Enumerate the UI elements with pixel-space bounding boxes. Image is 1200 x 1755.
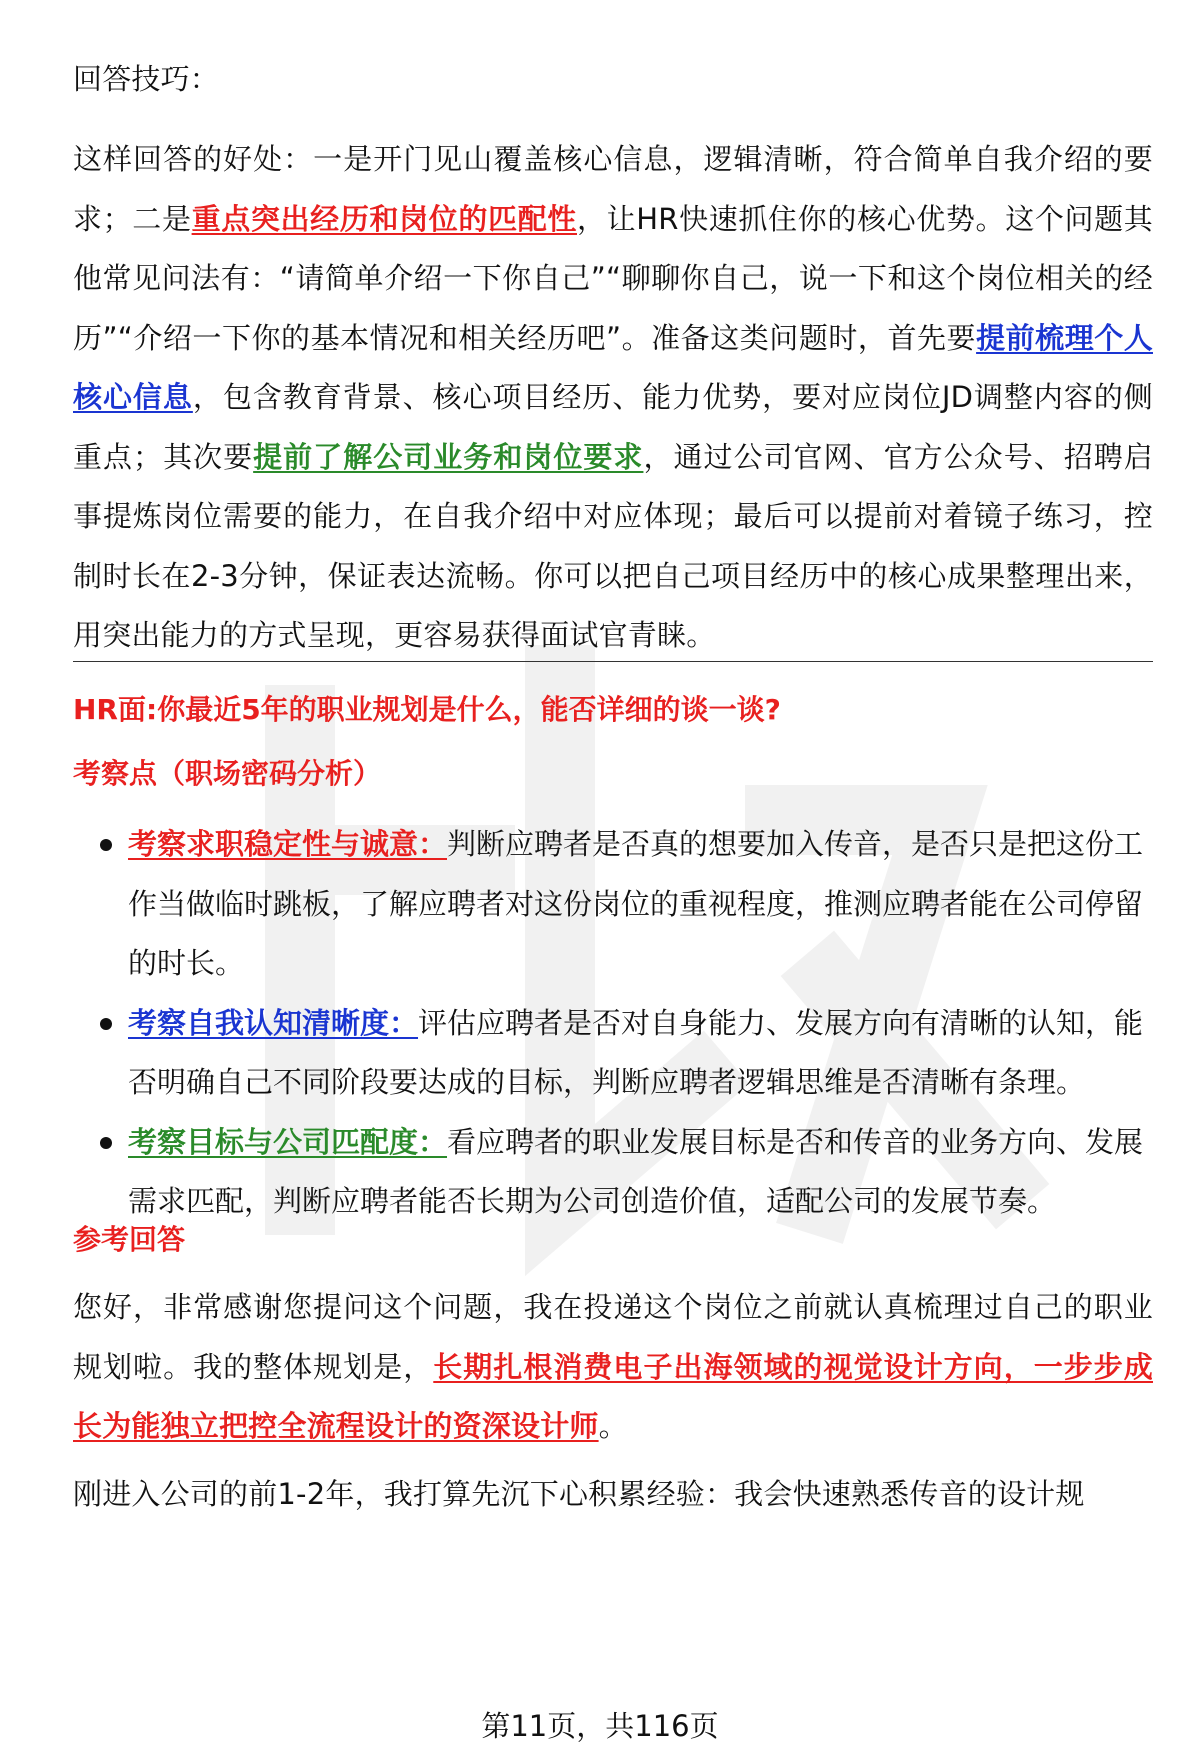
assess-label: 考察目标与公司匹配度： xyxy=(128,1124,448,1159)
last-paragraph: 刚进入公司的前1-2年，我打算先沉下心积累经验：我会快速熟悉传音的设计规 xyxy=(73,1477,1085,1511)
reference-paragraph: 您好，非常感谢您提问这个问题，我在投递这个岗位之前就认真梳理过自己的职业规划啦。我的整体规划是，长期扎根消费电子出海领域的视觉设计方向，一步步成长为能独立把控全流程设计的资深设计师。 xyxy=(73,1290,1153,1443)
highlight-company-req: 提前了解公司业务和岗位要求 xyxy=(253,439,644,474)
highlight-match: 重点突出经历和岗位的匹配性 xyxy=(191,201,577,236)
list-item: 考察自我认知清晰度：评估应聘者是否对自身能力、发展方向有清晰的认知，能否明确自己不同阶段要达成的目标，判断应聘者逻辑思维是否清晰有条理。 xyxy=(73,994,1153,1113)
tips-paragraph: 这样回答的好处：一是开门见山覆盖核心信息，逻辑清晰，符合简单自我介绍的要求；二是重点突出经历和岗位的匹配性，让HR快速抓住你的核心优势。这个问题其他常见问法有：“请简单介绍一下你自己”“聊聊你自己，说一下和这个岗位相关的经历”“介绍一下你的基本情况和相关经历吧”。准备这类问题时，首先要提前梳理个人核心信息，包含教育背景、核心项目经历、能力优势，要对应岗位JD调整内容的侧重点；其次要提前了解公司业务和岗位要求，通过公司官网、官方公众号、招聘启事提炼岗位需要的能力，在自我介绍中对应体现；最后可以提前对着镜子练习，控制时长在2-3分钟，保证表达流畅。你可以把自己项目经历中的核心成果整理出来，用突出能力的方式呈现，更容易获得面试官青睐。 xyxy=(73,142,1153,652)
page-number: 第11页，共116页 xyxy=(481,1709,719,1743)
divider xyxy=(73,661,1153,662)
highlight-core-info: 提前梳理个人核心信息 xyxy=(73,320,1153,414)
bullet-icon xyxy=(100,1137,112,1149)
assess-list xyxy=(73,815,1153,1232)
assess-label: 考察自我认知清晰度： xyxy=(128,1005,419,1040)
tips-label: 回答技巧： xyxy=(73,62,220,96)
reference-title: 参考回答 xyxy=(73,1223,186,1256)
list-item: 考察求职稳定性与诚意：判断应聘者是否真的想要加入传音，是否只是把这份工作当做临时跳板，了解应聘者对这份岗位的重视程度，推测应聘者能在公司停留的时长。 xyxy=(73,815,1153,994)
assess-title: 考察点（职场密码分析） xyxy=(73,757,382,790)
bullet-icon xyxy=(100,839,112,851)
list-item: 考察目标与公司匹配度：看应聘者的职业发展目标是否和传音的业务方向、发展需求匹配，判断应聘者能否长期为公司创造价值，适配公司的发展节奏。 xyxy=(73,1113,1153,1232)
question-title: HR面:你最近5年的职业规划是什么，能否详细的谈一谈? xyxy=(73,693,781,726)
bullet-icon xyxy=(100,1018,112,1030)
assess-label: 考察求职稳定性与诚意： xyxy=(128,827,448,861)
highlight-plan: 长期扎根消费电子出海领域的视觉设计方向，一步步成长为能独立把控全流程设计的资深设计师 xyxy=(73,1349,1153,1443)
